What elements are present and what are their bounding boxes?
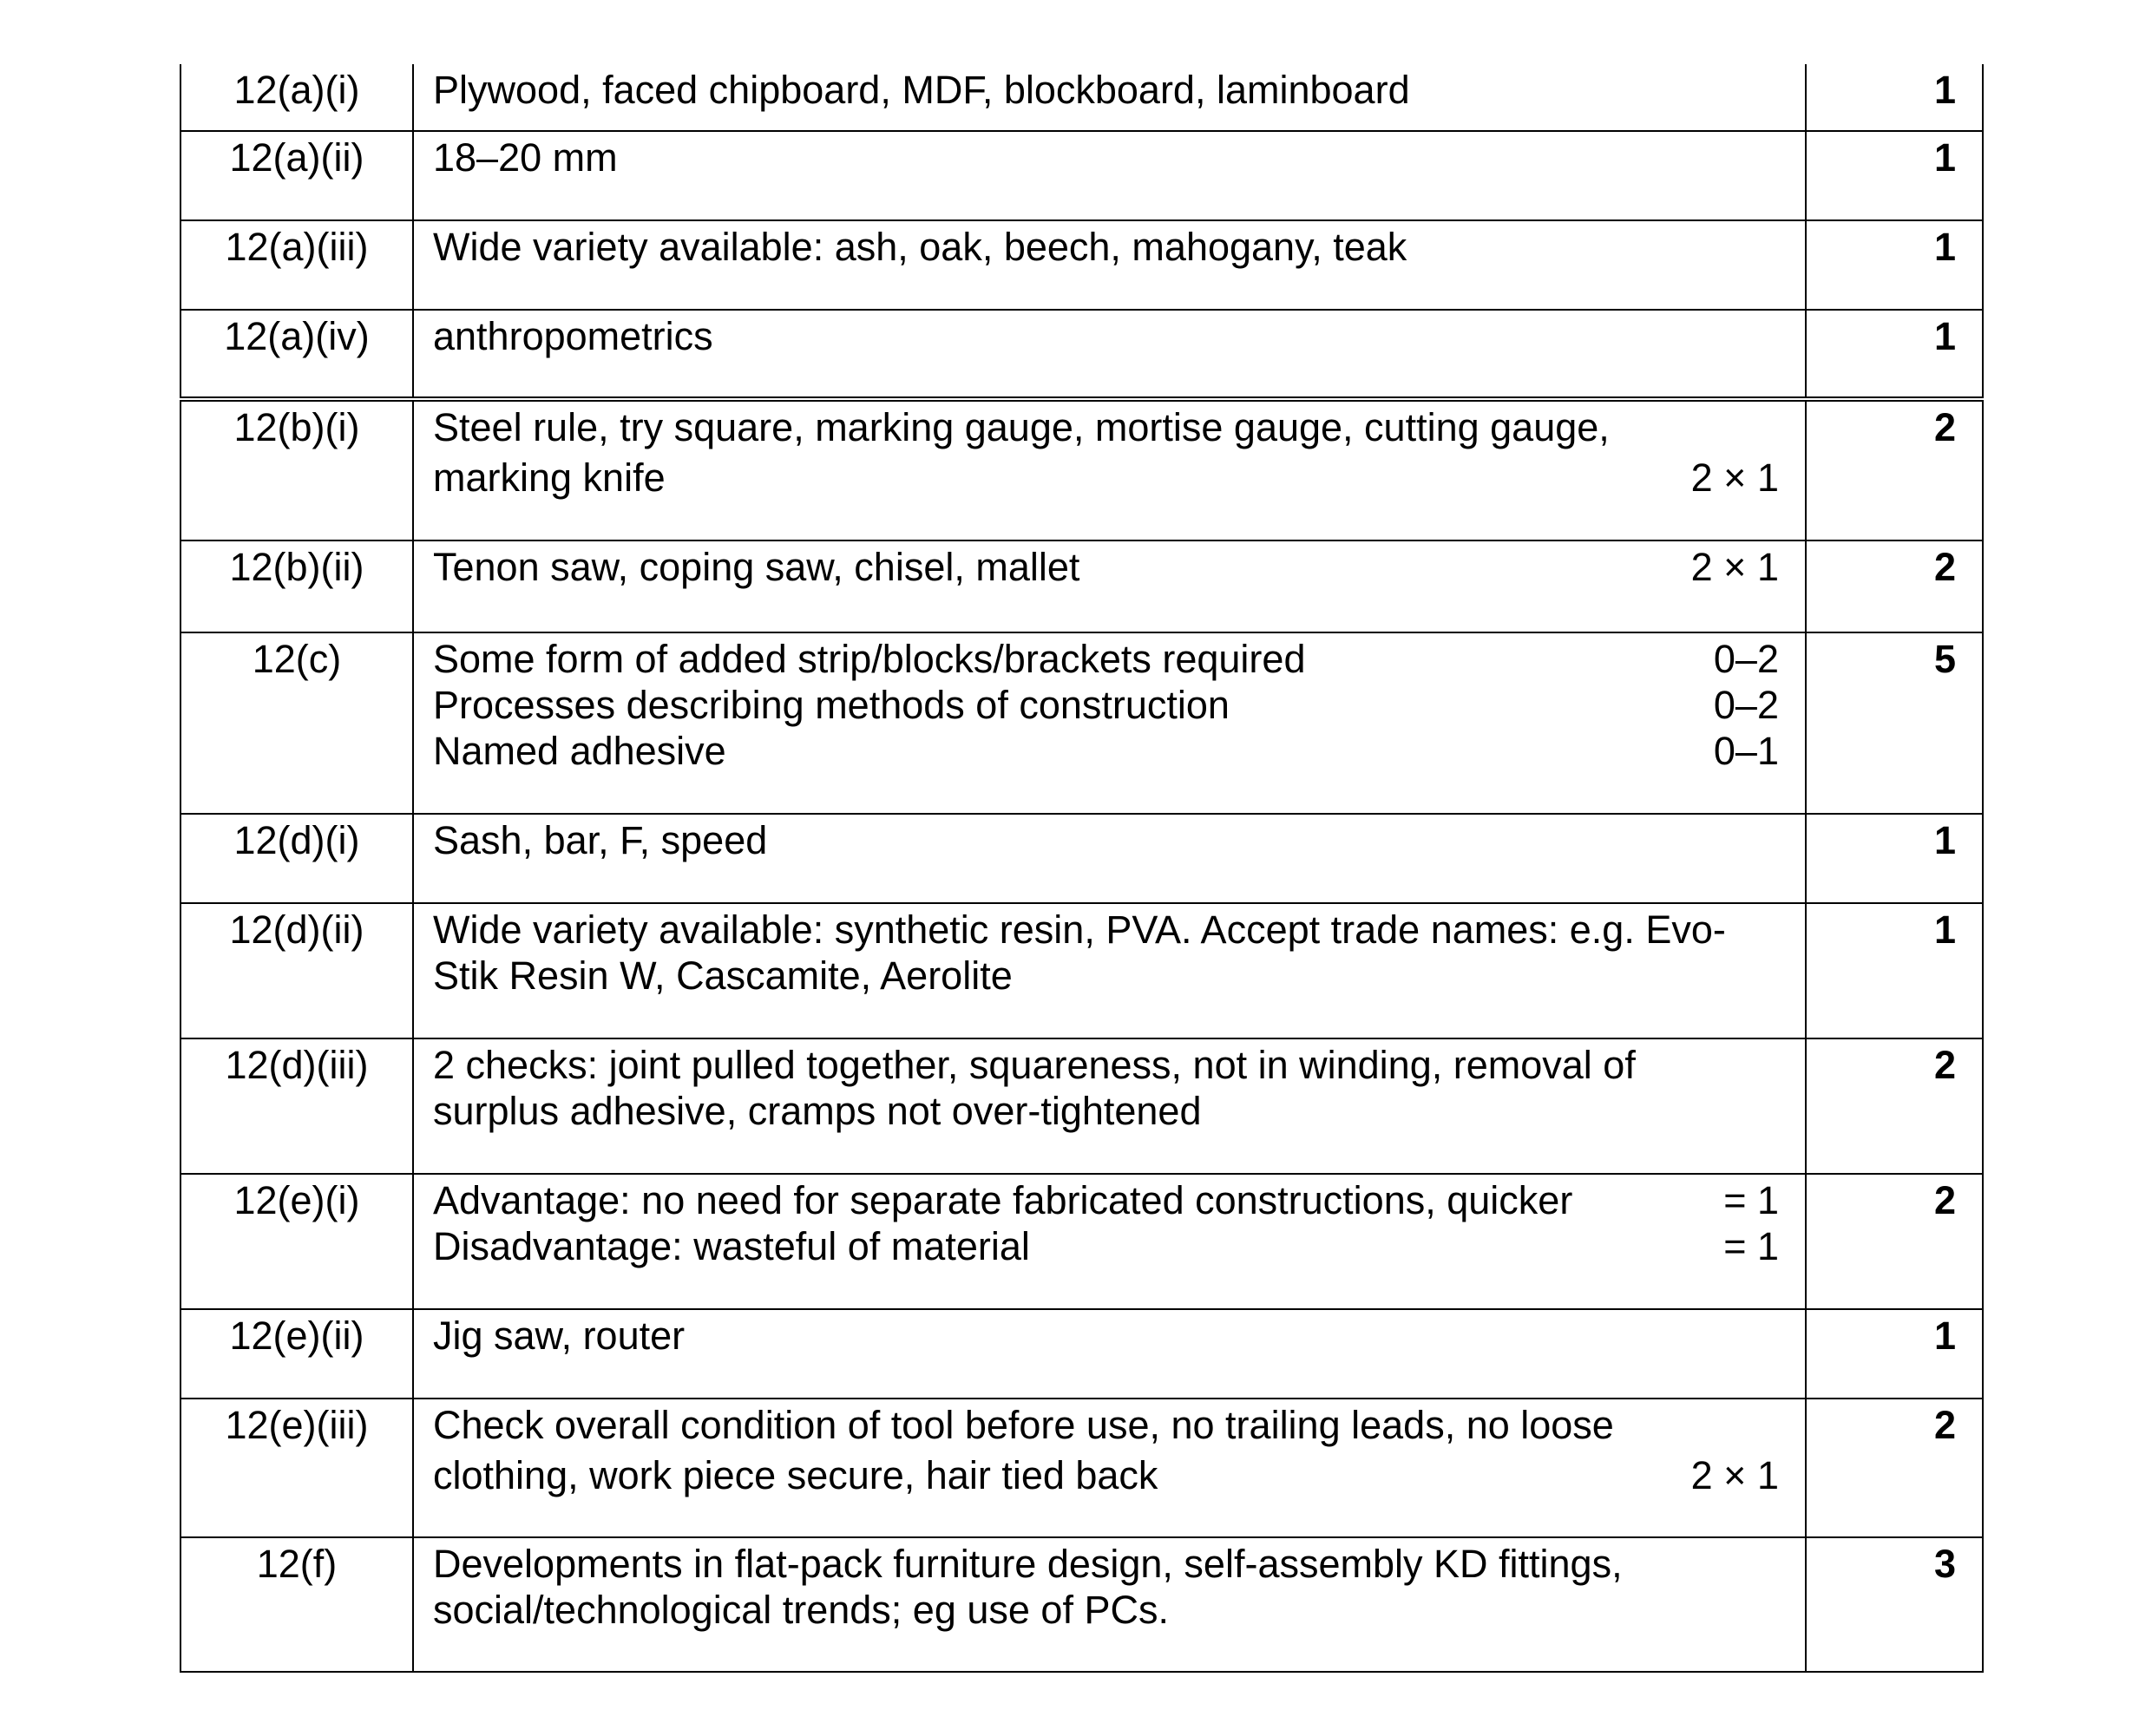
answer-line — [433, 1452, 1779, 1498]
answer-line — [433, 682, 1779, 728]
answer-cell — [413, 64, 1806, 131]
marks-value: 2 — [1806, 1038, 1983, 1174]
marks-value: 5 — [1806, 632, 1983, 814]
answer-cell — [413, 399, 1806, 540]
table-row — [180, 1174, 1983, 1309]
question-number: 12(d)(ii) — [180, 903, 413, 1038]
table-row — [180, 131, 1983, 220]
answer-text: Tenon saw, coping saw, chisel, mallet — [433, 545, 1080, 589]
table-row — [180, 310, 1983, 399]
answer-text: 18–20 mm — [433, 135, 618, 180]
table-row — [180, 399, 1983, 540]
marks-value: 2 — [1806, 1399, 1983, 1537]
answer-cell — [413, 1309, 1806, 1399]
marks-value: 1 — [1806, 903, 1983, 1038]
question-number: 12(e)(i) — [180, 1174, 413, 1309]
marks-value: 1 — [1806, 220, 1983, 310]
answer-text: social/technological trends; eg use of PCs. — [433, 1588, 1169, 1632]
answer-line — [433, 404, 1779, 450]
answer-line — [433, 636, 1779, 682]
answer-text: Developments in flat-pack furniture design, self-assembly KD fittings, — [433, 1542, 1623, 1586]
table-row — [180, 64, 1983, 131]
question-number: 12(b)(i) — [180, 399, 413, 540]
answer-line — [433, 544, 1779, 590]
table-row — [180, 540, 1983, 632]
answer-line — [433, 728, 1779, 774]
answer-line — [433, 224, 1779, 270]
answer-text: Plywood, faced chipboard, MDF, blockboard, laminboard — [433, 68, 1410, 112]
marks-value: 1 — [1806, 64, 1983, 131]
question-number: 12(e)(ii) — [180, 1309, 413, 1399]
answer-line — [433, 953, 1779, 999]
marks-value: 2 — [1806, 540, 1983, 632]
marks-value: 1 — [1806, 310, 1983, 399]
answer-text: clothing, work piece secure, hair tied back — [433, 1453, 1158, 1497]
answer-text: anthropometrics — [433, 314, 713, 358]
mark-allocation-note: 2 × 1 — [1690, 455, 1779, 500]
answer-line — [433, 1177, 1779, 1223]
marks-value: 1 — [1806, 1309, 1983, 1399]
marks-value: 3 — [1806, 1537, 1983, 1672]
answer-text: Wide variety available: ash, oak, beech, mahogany, teak — [433, 225, 1407, 269]
question-number: 12(a)(iv) — [180, 310, 413, 399]
answer-line — [433, 1541, 1779, 1587]
answer-text: Processes describing methods of construction — [433, 683, 1230, 727]
mark-allocation-note: = 1 — [1723, 1224, 1779, 1268]
answer-line — [433, 313, 1779, 359]
answer-text: Wide variety available: synthetic resin, PVA. Accept trade names: e.g. Evo- — [433, 907, 1726, 952]
mark-scheme-table — [180, 64, 1984, 1673]
answer-cell — [413, 131, 1806, 220]
table-row — [180, 814, 1983, 903]
answer-text: marking knife — [433, 455, 666, 500]
answer-line — [433, 1223, 1779, 1269]
table-row — [180, 1038, 1983, 1174]
answer-line — [433, 455, 1779, 501]
mark-allocation-note: 2 × 1 — [1690, 1453, 1779, 1497]
answer-line — [433, 1587, 1779, 1633]
answer-text: Check overall condition of tool before use, no trailing leads, no loose — [433, 1403, 1614, 1447]
mark-allocation-note: 0–1 — [1713, 729, 1779, 773]
table-row — [180, 220, 1983, 310]
answer-text: Advantage: no need for separate fabricated constructions, quicker — [433, 1178, 1573, 1222]
answer-cell — [413, 1038, 1806, 1174]
mark-scheme-body — [180, 64, 1983, 1672]
table-row — [180, 1309, 1983, 1399]
mark-allocation-note: = 1 — [1723, 1178, 1779, 1222]
question-number: 12(d)(i) — [180, 814, 413, 903]
table-row — [180, 1537, 1983, 1672]
table-row — [180, 1399, 1983, 1537]
answer-line — [433, 907, 1779, 953]
answer-text: Steel rule, try square, marking gauge, mortise gauge, cutting gauge, — [433, 405, 1610, 449]
answer-cell — [413, 903, 1806, 1038]
table-row — [180, 632, 1983, 814]
answer-text: Some form of added strip/blocks/brackets required — [433, 637, 1306, 681]
answer-line — [433, 1313, 1779, 1359]
answer-cell — [413, 540, 1806, 632]
answer-cell — [413, 220, 1806, 310]
answer-cell — [413, 814, 1806, 903]
answer-line — [433, 67, 1779, 113]
mark-allocation-note: 0–2 — [1713, 683, 1779, 727]
answer-text: Disadvantage: wasteful of material — [433, 1224, 1030, 1268]
marks-value: 1 — [1806, 814, 1983, 903]
answer-cell — [413, 1174, 1806, 1309]
mark-allocation-note: 2 × 1 — [1690, 545, 1779, 589]
answer-line — [433, 134, 1779, 180]
answer-text: Jig saw, router — [433, 1313, 686, 1358]
question-number: 12(e)(iii) — [180, 1399, 413, 1537]
marks-value: 2 — [1806, 399, 1983, 540]
answer-cell — [413, 1537, 1806, 1672]
question-number: 12(a)(ii) — [180, 131, 413, 220]
question-number: 12(a)(i) — [180, 64, 413, 131]
answer-cell — [413, 310, 1806, 399]
table-row — [180, 903, 1983, 1038]
answer-line — [433, 1402, 1779, 1448]
marks-value: 1 — [1806, 131, 1983, 220]
question-number: 12(f) — [180, 1537, 413, 1672]
question-number: 12(b)(ii) — [180, 540, 413, 632]
answer-text: Named adhesive — [433, 729, 726, 773]
answer-text: Sash, bar, F, speed — [433, 818, 768, 862]
answer-line — [433, 1088, 1779, 1134]
answer-cell — [413, 1399, 1806, 1537]
answer-cell — [413, 632, 1806, 814]
question-number: 12(d)(iii) — [180, 1038, 413, 1174]
answer-text: Stik Resin W, Cascamite, Aerolite — [433, 953, 1013, 998]
question-number: 12(c) — [180, 632, 413, 814]
answer-line — [433, 1042, 1779, 1088]
marks-value: 2 — [1806, 1174, 1983, 1309]
answer-text: 2 checks: joint pulled together, squareness, not in winding, removal of — [433, 1043, 1636, 1087]
answer-text: surplus adhesive, cramps not over-tightened — [433, 1089, 1202, 1133]
mark-allocation-note: 0–2 — [1713, 637, 1779, 681]
answer-line — [433, 817, 1779, 863]
question-number: 12(a)(iii) — [180, 220, 413, 310]
